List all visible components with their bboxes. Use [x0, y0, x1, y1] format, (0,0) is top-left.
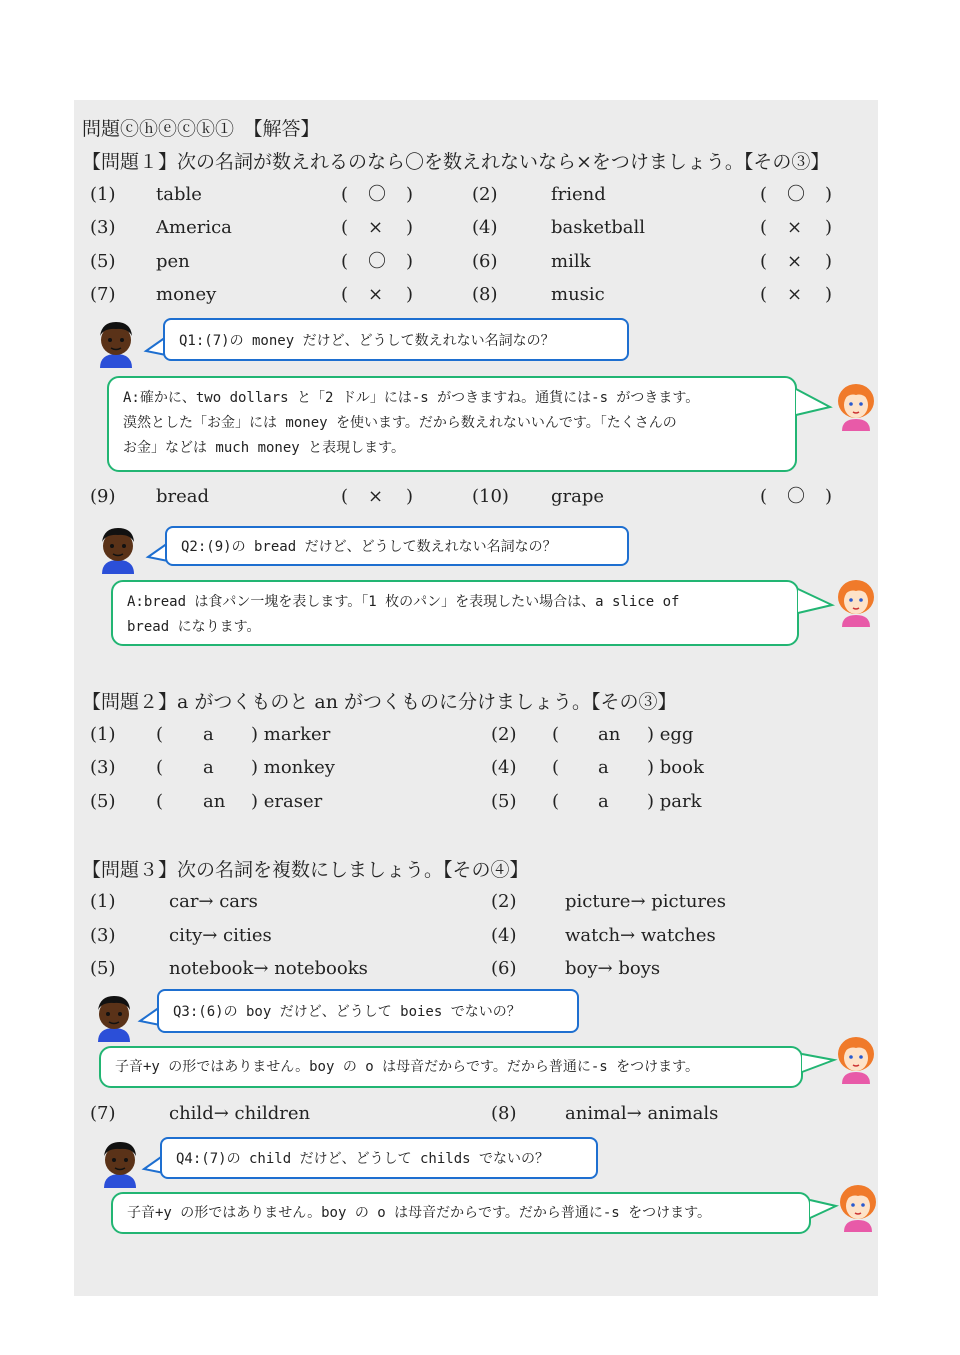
answer-line: 漠然とした「お金」には money を使います。だから数えれないいんです。「たくさんの [123, 415, 677, 431]
section3-heading: 【問題３】次の名詞を複数にしましょう。【その④】 [82, 859, 529, 881]
paren-close: ) [825, 217, 833, 238]
paren-open: ( [552, 757, 560, 778]
item-word: friend [551, 184, 606, 205]
item-word: grape [551, 486, 605, 507]
item-number: (9) [90, 486, 116, 507]
section2-heading: 【問題２】a がつくものと an がつくものに分けましょう。【その③】 [82, 691, 677, 713]
plural-answer: watch→ watches [565, 925, 716, 946]
answer-mark: × [787, 251, 803, 272]
plural-answer: animal→ animals [565, 1103, 719, 1124]
answer-bubble-a4: 子音+y の形ではありません。boy の o は母音だからです。だから普通に-s をつけます。 [111, 1192, 811, 1234]
answer-mark: 〇 [787, 184, 805, 205]
article-answer: an [598, 724, 621, 745]
item-word: ) monkey [251, 757, 335, 778]
answer-bubble-a3: 子音+y の形ではありません。boy の o は母音だからです。だから普通に-s をつけます。 [99, 1046, 803, 1088]
paren-open: ( [760, 251, 768, 272]
item-number: (6) [472, 251, 498, 272]
boy-avatar-icon [96, 524, 140, 574]
item-number: (4) [491, 925, 517, 946]
paren-open: ( [156, 791, 164, 812]
boy-avatar-icon [98, 1138, 142, 1188]
item-number: (8) [472, 284, 498, 305]
paren-open: ( [760, 486, 768, 507]
item-number: (3) [90, 757, 116, 778]
paren-open: ( [760, 184, 768, 205]
answer-mark: 〇 [787, 486, 805, 507]
item-number: (4) [472, 217, 498, 238]
item-number: (5) [90, 251, 116, 272]
item-number: (2) [491, 891, 517, 912]
item-word: bread [156, 486, 210, 507]
item-number: (6) [491, 958, 517, 979]
plural-answer: car→ cars [169, 891, 258, 912]
item-number: (2) [491, 724, 517, 745]
article-answer: a [203, 757, 214, 778]
paren-open: ( [341, 251, 349, 272]
paren-close: ) [825, 184, 833, 205]
paren-open: ( [760, 217, 768, 238]
item-word: money [156, 284, 217, 305]
item-number: (1) [90, 184, 116, 205]
paren-open: ( [341, 217, 349, 238]
answer-mark: 〇 [368, 184, 386, 205]
paren-close: ) [825, 251, 833, 272]
paren-open: ( [552, 791, 560, 812]
item-number: (1) [90, 724, 116, 745]
article-answer: a [203, 724, 214, 745]
plural-answer: picture→ pictures [565, 891, 726, 912]
paren-open: ( [156, 724, 164, 745]
item-number: (8) [491, 1103, 517, 1124]
item-word: ) park [647, 791, 702, 812]
item-word: ) egg [647, 724, 694, 745]
answer-line: A:確かに、two dollars と「2 ドル」には-s がつきますね。通貨には-s がつきます。 [123, 390, 700, 406]
answer-bubble-tail [794, 385, 834, 421]
answer-mark: 〇 [368, 251, 386, 272]
item-word: America [156, 217, 232, 238]
answer-mark: × [368, 486, 384, 507]
paren-close: ) [406, 486, 414, 507]
answer-mark: × [368, 284, 384, 305]
item-word: ) book [647, 757, 704, 778]
answer-bubble-tail [800, 1048, 838, 1078]
item-number: (5) [491, 791, 517, 812]
girl-avatar-icon [834, 381, 878, 431]
article-answer: an [203, 791, 226, 812]
item-word: table [156, 184, 202, 205]
page-title: 問題ⓒⓗⓔⓒⓚ① 【解答】 [82, 118, 320, 140]
item-number: (3) [90, 925, 116, 946]
item-number: (5) [90, 791, 116, 812]
girl-avatar-icon [834, 577, 878, 627]
item-word: ) marker [251, 724, 331, 745]
answer-mark: × [787, 217, 803, 238]
item-number: (7) [90, 284, 116, 305]
question-bubble-q2: Q2:(9)の bread だけど、どうして数えれない名詞なの？ [165, 526, 629, 566]
paren-close: ) [825, 486, 833, 507]
item-number: (3) [90, 217, 116, 238]
question-bubble-q4: Q4:(7)の child だけど、どうして childs でないの？ [160, 1137, 598, 1179]
boy-avatar-icon [94, 318, 138, 368]
plural-answer: city→ cities [169, 925, 272, 946]
plural-answer: boy→ boys [565, 958, 661, 979]
item-word: music [551, 284, 605, 305]
item-number: (7) [90, 1103, 116, 1124]
paren-open: ( [341, 486, 349, 507]
question-bubble-q1: Q1:(7)の money だけど、どうして数えれない名詞なの？ [163, 318, 629, 361]
paren-close: ) [406, 284, 414, 305]
item-number: (10) [472, 486, 509, 507]
paren-open: ( [341, 284, 349, 305]
paren-close: ) [406, 184, 414, 205]
answer-line: bread になります。 [127, 619, 261, 635]
paren-open: ( [760, 284, 768, 305]
paren-close: ) [406, 251, 414, 272]
item-number: (4) [491, 757, 517, 778]
question-bubble-q3: Q3:(6)の boy だけど、どうして boies でないの？ [157, 989, 579, 1033]
item-word: milk [551, 251, 591, 272]
paren-open: ( [156, 757, 164, 778]
paren-close: ) [825, 284, 833, 305]
paren-close: ) [406, 217, 414, 238]
plural-answer: child→ children [169, 1103, 311, 1124]
paren-open: ( [552, 724, 560, 745]
answer-line: A:bread は食パン一塊を表します。「1 枚のパン」を表現したい場合は、a slice of [127, 594, 680, 610]
article-answer: a [598, 791, 609, 812]
plural-answer: notebook→ notebooks [169, 958, 368, 979]
answer-bubble-a1 [107, 376, 797, 472]
item-word: ) eraser [251, 791, 323, 812]
item-number: (2) [472, 184, 498, 205]
item-word: pen [156, 251, 190, 272]
boy-avatar-icon [92, 992, 136, 1042]
article-answer: a [598, 757, 609, 778]
girl-avatar-icon [834, 1034, 878, 1084]
section1-heading: 【問題１】次の名詞が数えれるのなら〇を数えれないなら×をつけましょう。【その③】 [82, 151, 830, 173]
paren-open: ( [341, 184, 349, 205]
answer-bubble-tail [796, 585, 836, 621]
answer-mark: × [787, 284, 803, 305]
answer-mark: × [368, 217, 384, 238]
item-word: basketball [551, 217, 646, 238]
item-number: (5) [90, 958, 116, 979]
girl-avatar-icon [836, 1182, 880, 1232]
item-number: (1) [90, 891, 116, 912]
answer-line: お金」などは much money と表現します。 [123, 440, 406, 456]
answer-bubble-a2 [111, 580, 799, 646]
